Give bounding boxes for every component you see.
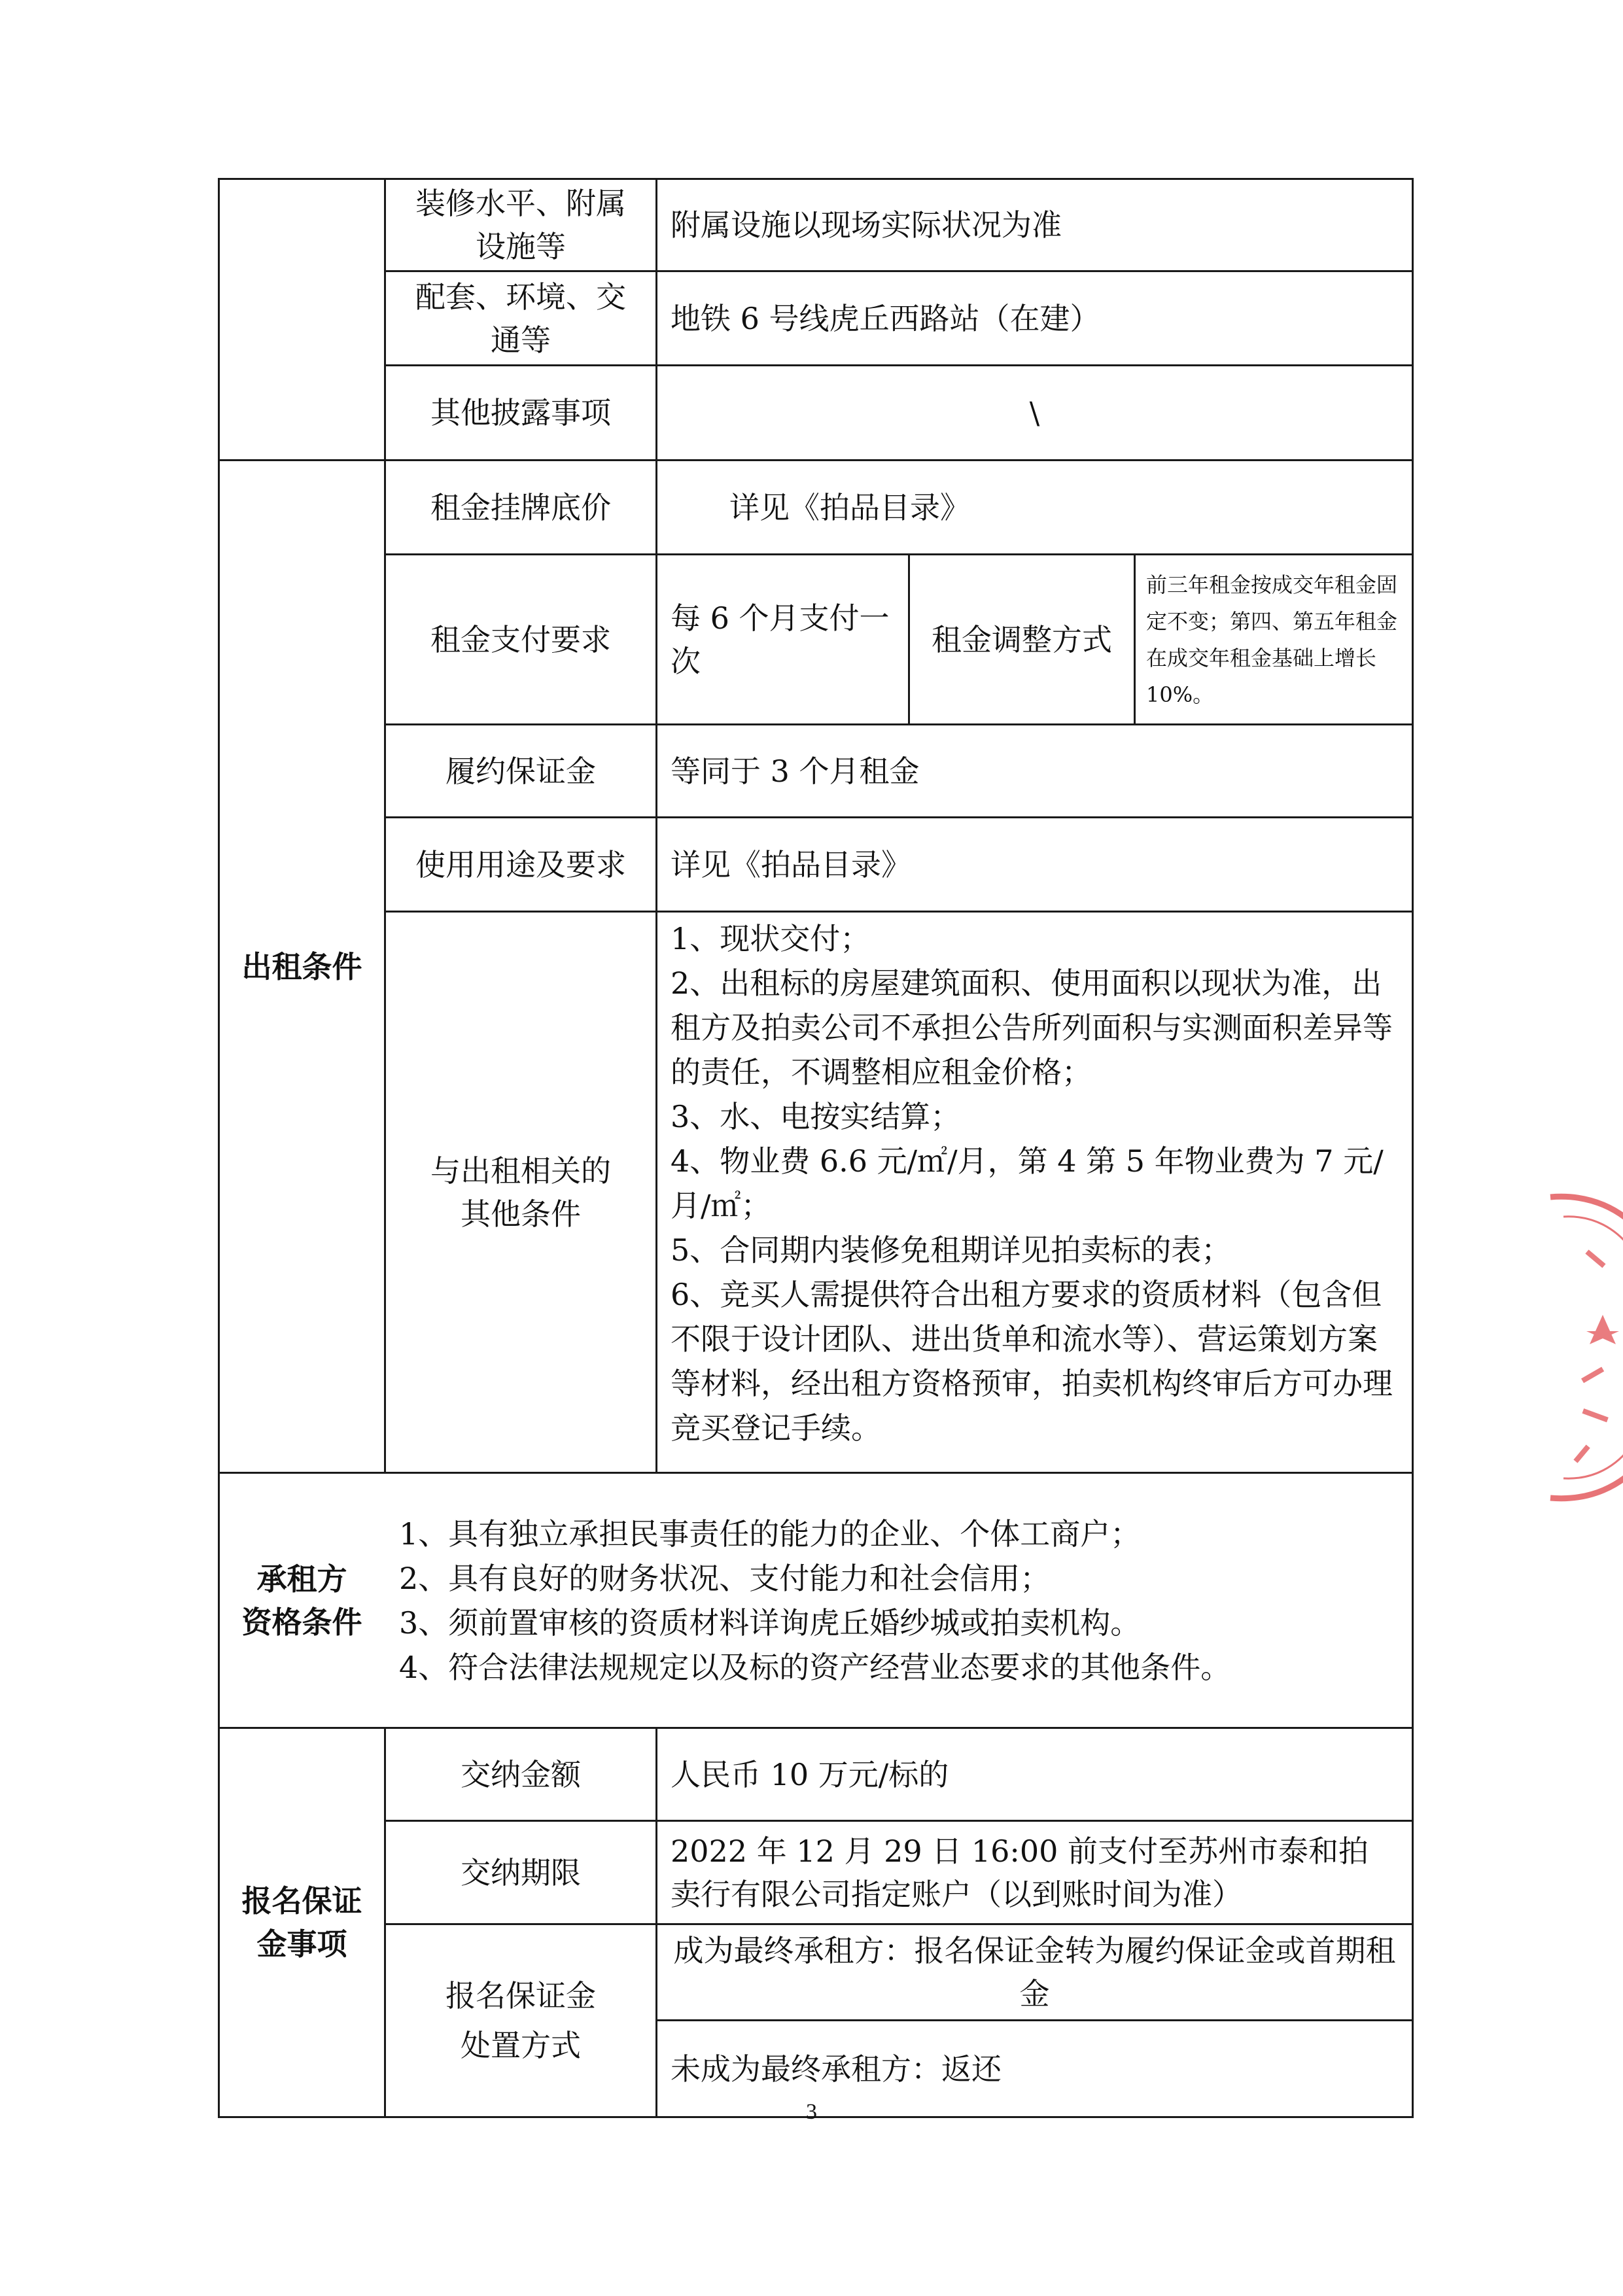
environment-label-cell [386,272,655,364]
qualification-label: 承租方 资格条件 [241,1561,362,1640]
decoration-label: 装修水平、附属 设施等 [415,186,626,264]
deadline-value-cell [657,1822,1412,1923]
deadline-label: 交纳期限 [461,1854,581,1890]
deadline-label-cell [386,1822,655,1923]
other-conditions-label: 与出租相关的 其他条件 [430,1153,611,1232]
list-item: 2、具有良好的财务状况、支付能力和社会信用； [399,1560,1051,1596]
handling-loser: 未成为最终承租方：返还 [671,2051,1002,2087]
list-item: 6、竞买人需提供符合出租方要求的资质材料（包含但不限于设计团队、进出货单和流水等）、营运策划方案等材料，经出租方资格预审，拍卖机构终审后方可办理竞买登记手续。 [671,1277,1393,1446]
other-conditions-label-cell [386,913,655,1472]
amount-value: 人民币 10 万元/标的 [671,1756,949,1792]
disclosure-label: 其他披露事项 [430,395,611,430]
other-conditions-cell [657,913,1412,1472]
list-item: 3、水、电按实结算； [671,1099,961,1134]
deposit-value: 等同于 3 个月租金 [671,753,920,789]
deposit-label: 履约保证金 [445,753,596,789]
deposit-value-cell [657,725,1412,816]
adjust-value-cell [1136,555,1412,723]
environment-value-cell [657,272,1412,364]
deadline-value: 2022 年 12 月 29 日 16:00 前支付至苏州市泰和拍卖行有限公司指定账户（以到账时间为准） [671,1833,1369,1912]
qualification-label-cell [220,1474,384,1727]
qualification-cell [386,1474,1412,1727]
payment-label: 租金支付要求 [430,621,611,657]
adjust-value: 前三年租金按成交年租金固定不变；第四、第五年租金在成交年租金基础上增长 10%。 [1146,572,1398,707]
amount-label: 交纳金额 [461,1756,581,1792]
list-item: 4、符合法律法规规定以及标的资产经营业态要求的其他条件。 [399,1649,1231,1685]
environment-value: 地铁 6 号线虎丘西路站（在建） [671,300,1100,336]
page-number: 3 [806,2100,817,2124]
disclosure-value: \ [1029,395,1040,430]
seal-stamp [1524,1177,1623,1518]
deposit-label-cell [386,725,655,816]
qualification-list [399,1512,1230,1690]
environment-label: 配套、环境、交 通等 [415,279,626,358]
list-item: 1、现状交付； [671,921,871,956]
adjust-label-cell [910,555,1134,723]
reserve-price-label-cell [386,461,655,553]
amount-label-cell [386,1729,655,1820]
usage-label: 使用用途及要求 [415,846,626,882]
reserve-price-label: 租金挂牌底价 [430,489,611,525]
payment-value: 每 6 个月支付一 次 [671,600,890,679]
decoration-label-cell [386,180,655,270]
amount-value-cell [657,1729,1412,1820]
adjust-label: 租金调整方式 [932,621,1112,657]
decoration-value-cell [657,180,1412,270]
lease-section-label-cell [220,461,384,1472]
handling-winner: 成为最终承租方：报名保证金转为履约保证金或首期租金 [673,1933,1396,2011]
list-item: 2、出租标的房屋建筑面积、使用面积以现状为准，出租方及拍卖公司不承担公告所列面积与实测面积差异等的责任，不调整相应租金价格； [671,965,1393,1090]
handling-winner-cell [657,1925,1412,2019]
list-item: 1、具有独立承担民事责任的能力的企业、个体工商户； [399,1516,1141,1552]
usage-label-cell [386,818,655,911]
handling-label: 报名保证金 处置方式 [445,1978,596,2063]
list-item: 5、合同期内装修免租期详见拍卖标的表； [671,1232,1232,1268]
decoration-value: 附属设施以现场实际状况为准 [671,207,1062,243]
list-item: 4、物业费 6.6 元/㎡/月，第 4 第 5 年物业费为 7 元/月/㎡； [671,1143,1384,1223]
usage-value: 详见《拍品目录》 [671,846,911,882]
registration-label-cell [220,1729,384,2116]
reserve-price-value-cell [657,461,1412,553]
payment-label-cell [386,555,655,723]
registration-label: 报名保证 金事项 [241,1883,362,1962]
disclosure-value-cell [657,366,1412,459]
lease-section-label: 出租条件 [241,948,362,984]
disclosure-label-cell [386,366,655,459]
table-border-right [1412,178,1414,2118]
other-conditions-list [671,916,1399,1450]
handling-label-cell [386,1925,655,2116]
list-item: 3、须前置审核的资质材料详询虎丘婚纱城或拍卖机构。 [399,1605,1141,1641]
payment-value-cell [657,555,908,723]
reserve-price-value: 详见《拍品目录》 [729,489,970,525]
usage-value-cell [657,818,1412,911]
